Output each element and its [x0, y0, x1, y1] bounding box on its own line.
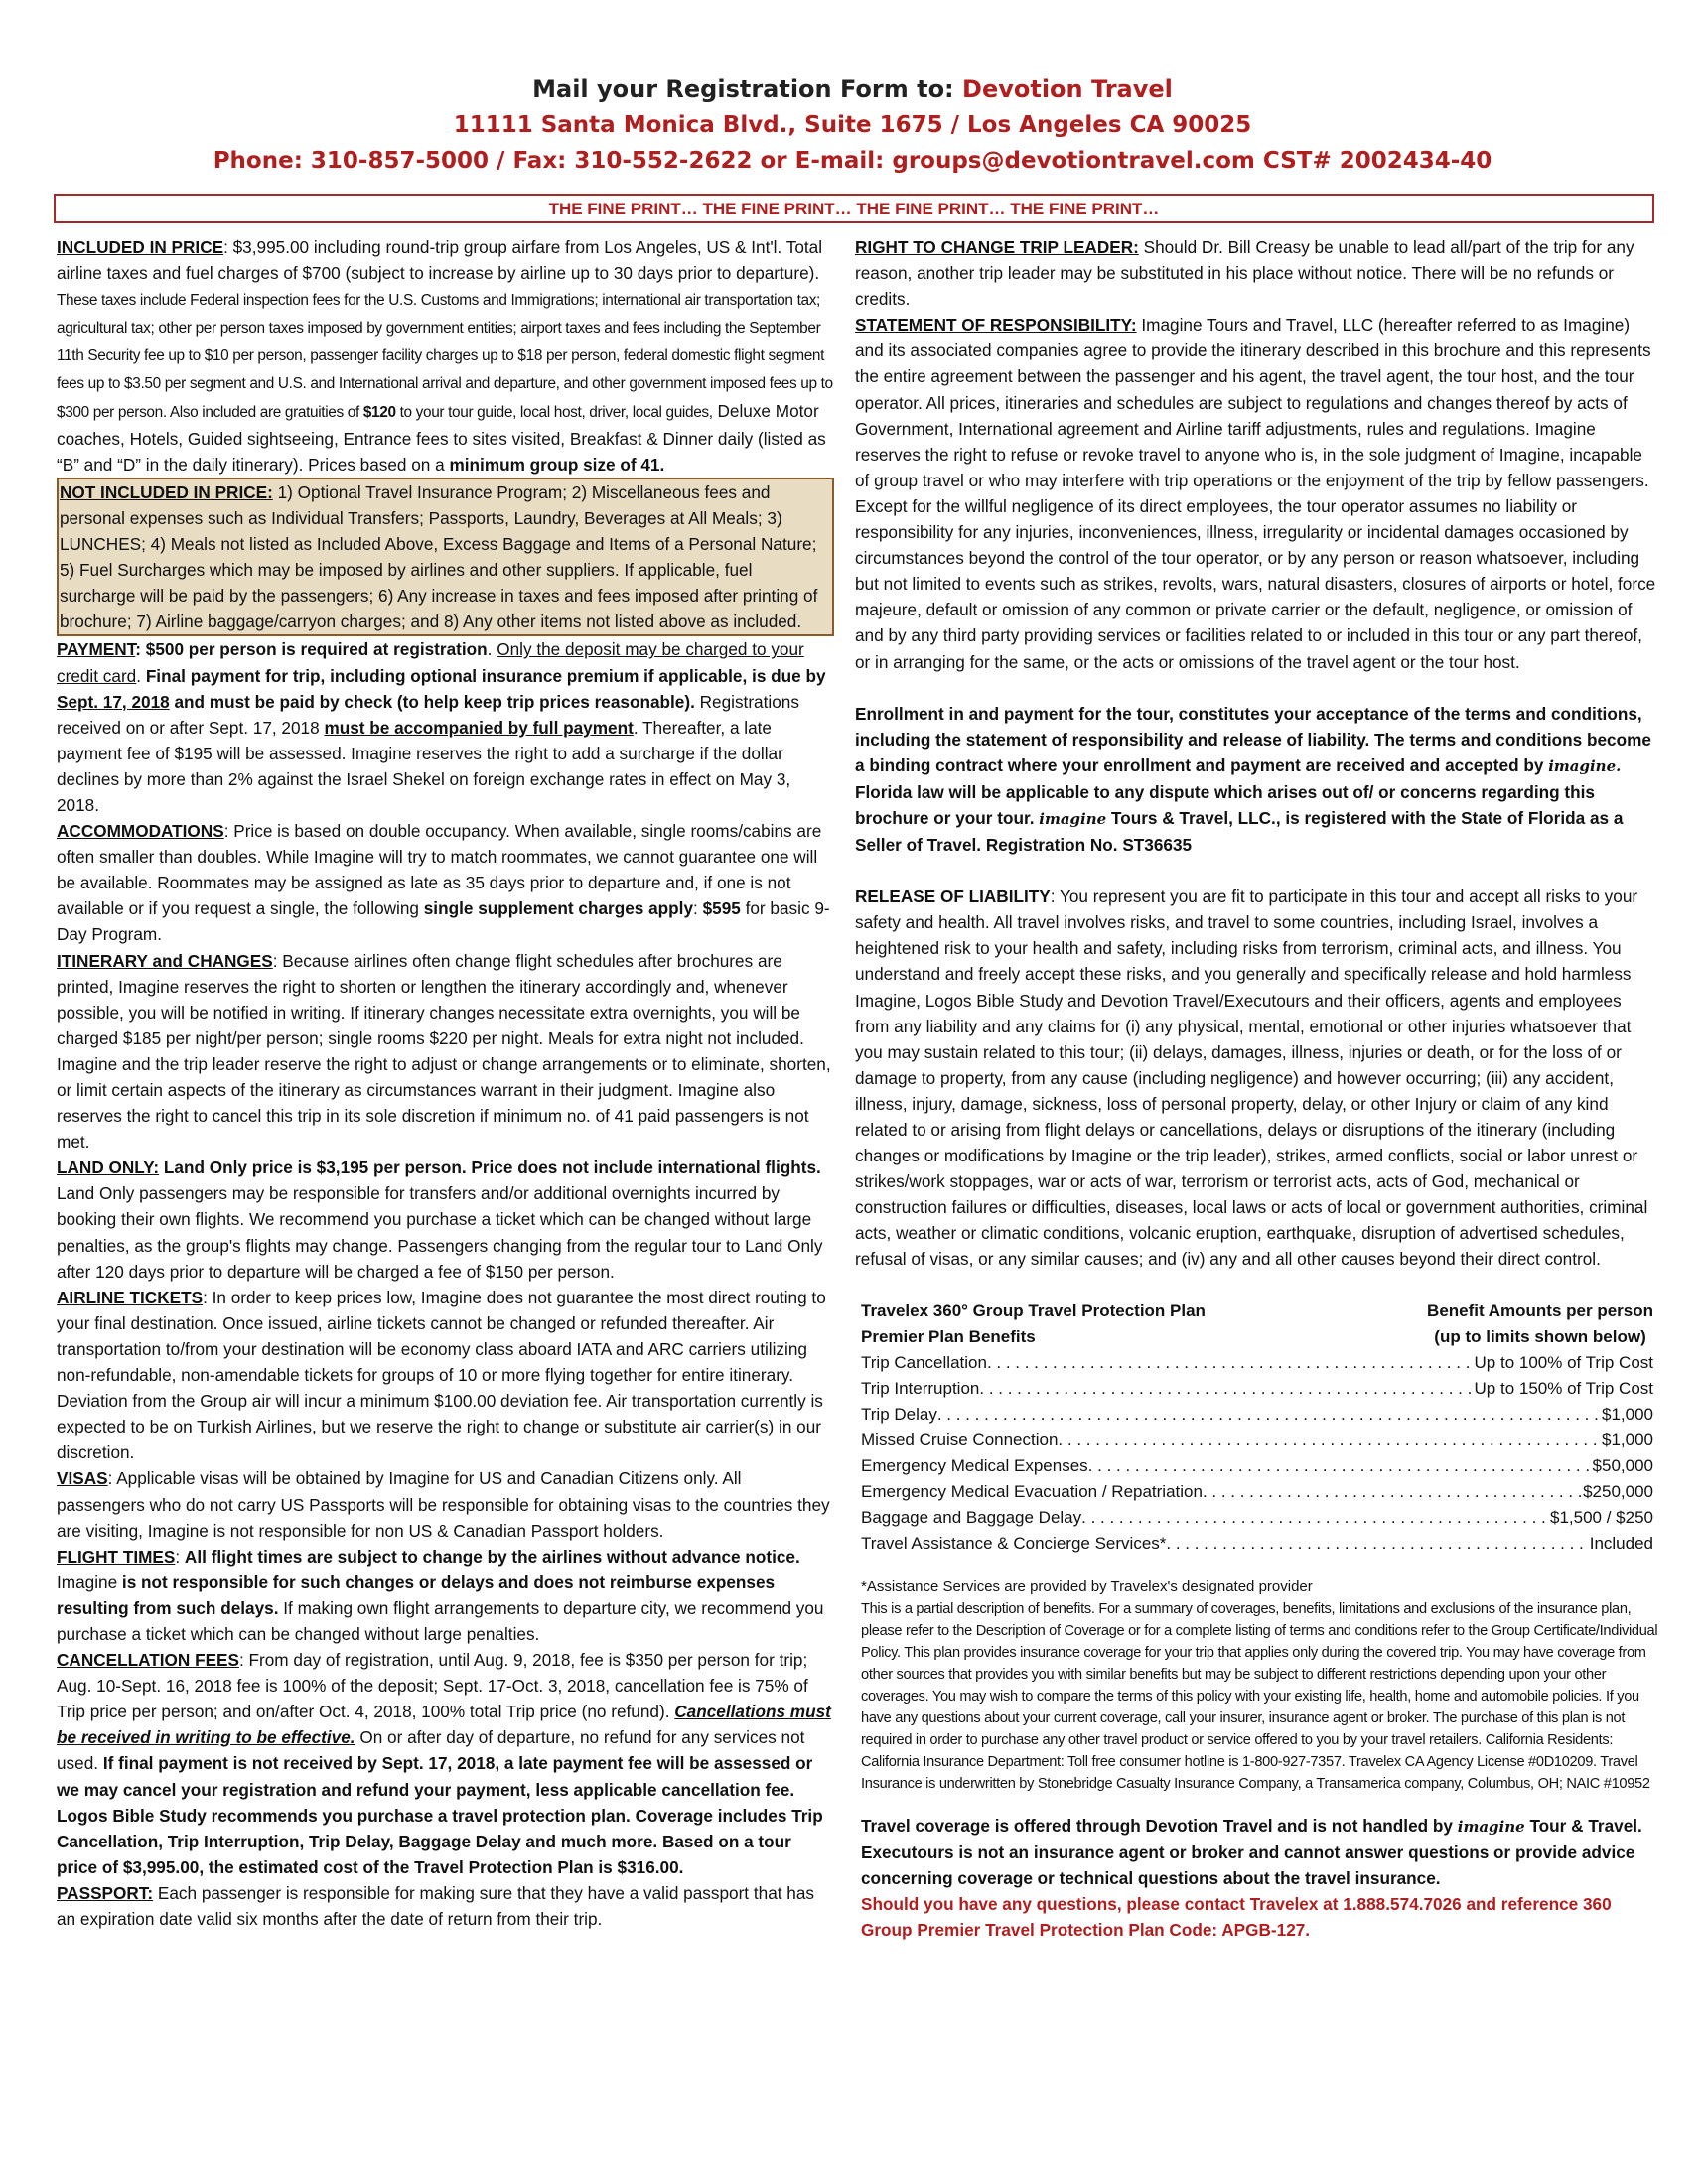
airline-tickets-section: AIRLINE TICKETS: In order to keep prices low, Imagine does not guarantee the most direct routing to your final destination. Once issued, airline tickets cannot be changed or refunded thereafter. Air transportation to/from your destination will be economy class aboard IATA and ARC carriers utilizing non-refundable, non-amendable tickets for groups of 10 or more flying together for entire itinerary. Deviation from the Group air will incur a minimum $100.00 deviation fee. Air transportation currently is expected to be on Turkish Airlines, but we reserve the right to change or substitute air carrier(s) in our discretion.: [57, 1287, 826, 1463]
accommodations-section: ACCOMMODATIONS: Price is based on double occupancy. When available, single rooms/cabins are often smaller than doubles. While Imagine will try to match roommates, we cannot guarantee one will be available. Roommates may be assigned as late as 35 days prior to departure and, if one is not available or if you request a single, the following single supplement charges apply: $595 for basic 9-Day Program.: [57, 821, 830, 945]
imagine-logo-text: imagine: [1039, 809, 1107, 828]
insurance-disclaimer: This is a partial description of benefits. For a summary of coverages, benefits, limitations and exclusions of the insurance plan, please refer to the Description of Coverage or for a complete listing of terms and conditions refer to the Group Certificate/Individual Policy. This plan provides insurance coverage for your trip that applies only during the covered trip. You may have coverage from other sources that provides you with similar benefits but may be subject to different restrictions depending upon your other coverages. You may wish to compare the terms of this policy with your existing life, health, home and automobile policies. If you have any questions about your current coverage, call your insurer, insurance agent or broker. The purchase of this plan is not required in order to purchase any other travel product or service offered to you by your travel retailers. California Residents: California Insurance Department: Toll free consumer hotline is 1-800-927-7357. Travelex CA Agency License #0D10209. Travel Insurance is underwritten by Stonebridge Casualty Insurance Company, a Transamerica company, Columbus, OH; NAIC #10952: [861, 1600, 1658, 1792]
cancellation-heading: CANCELLATION FEES: [57, 1650, 239, 1671]
flight-times-section: FLIGHT TIMES: All flight times are subject to change by the airlines without advance notice. Imagine is not responsible for such changes or delays and does not reimburse expenses resulting from such delays. If making own flight arrangements to departure city, we recommend you purchase a ticket which can be changed without large penalties.: [57, 1546, 824, 1644]
included-section: INCLUDED IN PRICE: $3,995.00 including round-trip group airfare from Los Angeles, US & Int'l. Total airline taxes and fuel charges of $700 (subject to increase by airline up to 30 days prior to departure). These taxes include Federal inspection fees for the U.S. Customs and Immigrations; international air transportation tax; agricultural tax; other per person taxes imposed by government entities; airport taxes and fees including the September 11th Security fee up to $10 per person, passenger facility charges up to $18 per person, federal domestic flight segment fees up to $3.50 per segment and U.S. and International arrival and departure, and other government imposed fees up to $300 per person. Also included are gratuities of $120 to your tour guide, local host, driver, local guides, Deluxe Motor coaches, Hotels, Guided sightseeing, Entrance fees to sites visited, Breakfast & Dinner daily (listed as “B” and “D” in the daily itinerary). Prices based on a minimum group size of 41.: [57, 237, 833, 475]
passport-section: PASSPORT: Each passenger is responsible for making sure that they have a valid passport that has an expiration date valid six months after the date of return from their trip.: [57, 1882, 815, 1929]
not-included-section: NOT INCLUDED IN PRICE: 1) Optional Travel Insurance Program; 2) Miscellaneous fees and personal expenses such as Individual Transfers; Passports, Laundry, Beverages at All Meals; 3) LUNCHES; 4) Meals not listed as Included Above, Excess Baggage and Items of a Personal Nature; 5) Fuel Surcharges which may be imposed by airlines and other suppliers. If applicable, fuel surcharge will be paid by the passengers; 6) Any increase in taxes and fees imposed after printing of brochure; 7) Airline baggage/carryon charges; and 8) Any other items not listed above as included.: [57, 478, 834, 637]
trip-leader-section: RIGHT TO CHANGE TRIP LEADER: Should Dr. Bill Creasy be unable to lead all/part of the trip for any reason, another trip leader may be substituted in his place without notice. There will be no refunds or credits.: [855, 237, 1634, 310]
benefit-col-subhead: (up to limits shown below): [1434, 1326, 1646, 1346]
itinerary-section: ITINERARY and CHANGES: Because airlines often change flight schedules after brochures are printed, Imagine reserves the right to shorten or lengthen the itinerary accordingly and, whenever possible, you will be notified in writing. If itinerary changes necessitate extra overnights, you will be charged $185 per night/per person; single rooms $220 per night. Meals for extra night not included. Imagine and the trip leader reserve the right to adjust or change arrangements or to eliminate, shorten, or limit certain aspects of the itinerary as circumstances warrant in their judgment. Imagine also reserves the right to cancel this trip in its sole discretion if minimum no. of 41 paid passengers is not met.: [57, 950, 831, 1153]
mail-to-label: Mail your Registration Form to:: [532, 75, 963, 103]
imagine-logo-text: imagine: [1457, 1817, 1525, 1836]
benefit-row: Trip Cancellation . . . Up to 100% of Trip Cost: [861, 1350, 1653, 1376]
benefit-row: Emergency Medical Evacuation / Repatriation . . . $250,000: [861, 1479, 1653, 1505]
protection-plan-table: [855, 1298, 1659, 1557]
flight-times-heading: FLIGHT TIMES: [57, 1546, 176, 1567]
left-column: [57, 234, 834, 1932]
release-heading: RELEASE OF LIABILITY: [855, 887, 1051, 907]
visas-heading: VISAS: [57, 1468, 108, 1489]
release-section: RELEASE OF LIABILITY: You represent you are fit to participate in this tour and accept all risks to your safety and health. All travel involves risks, and travel to some countries, including Israel, involves a heightened risk to your health and safety, including risks from terrorism, criminal acts, and illness. You understand and freely accept these risks, and you generally and specifically release and hold harmless Imagine, Logos Bible Study and Devotion Travel/Executours and their officers, agents and employees from any liability and any claims for (i) any physical, mental, emotional or other injuries whatsoever that you may sustain related to this tour; (ii) delays, damages, illness, injuries or death, or for the loss of or damage to property, from any cause (including negligence) and however occurring; (iii) any accident, illness, injury, damage, sickness, loss of personal property, delay, or other Injury or claim of any kind related to or arising from flight delays or cancellations, delays or disruptions of the itinerary (including changes or modifications by Imagine or the trip leader), strikes, armed conflicts, social or labor unrest or strikes/work stoppages, war or acts of war, terrorism or terrorist acts, acts of God, mechanical or construction failures or difficulties, diseases, local laws or acts of local or government authorities, criminal acts, weather or climatic conditions, volcanic eruption, earthquake, disruption of advertised schedules, refusal of visas, or any similar causes; and (iv) any and all other causes beyond their direct control.: [855, 887, 1648, 1270]
fine-print-banner: THE FINE PRINT… THE FINE PRINT… THE FINE PRINT… THE FINE PRINT…: [54, 194, 1654, 223]
not-included-heading: NOT INCLUDED IN PRICE:: [60, 481, 273, 502]
land-only-heading: LAND ONLY:: [57, 1158, 160, 1178]
trip-leader-heading: RIGHT TO CHANGE TRIP LEADER:: [855, 237, 1139, 257]
address-line: 11111 Santa Monica Blvd., Suite 1675 / Los Angeles CA 90025: [453, 112, 1252, 138]
accommodations-heading: ACCOMMODATIONS: [57, 821, 224, 842]
protection-plan-header: [861, 1298, 1653, 1350]
contact-line: Phone: 310-857-5000 / Fax: 310-552-2622 or E-mail: groups@devotiontravel.com CST# 2002434-40: [213, 148, 1492, 174]
travelex-contact: Should you have any questions, please contact Travelex at 1.888.574.7026 and reference 360 Group Premier Travel Protection Plan Code: APGB-127.: [861, 1893, 1612, 1940]
imagine-logo-text: imagine.: [1548, 756, 1622, 775]
protection-plan-subtitle: Premier Plan Benefits: [861, 1326, 1036, 1346]
enrollment-section: Enrollment in and payment for the tour, constitutes your acceptance of the terms and conditions, including the statement of responsibility and release of liability. The terms and conditions become a binding contract where your enrollment and payment are received and accepted by imagine. Florida law will be applicable to any dispute which arises out of/ or concerns regarding this brochure or your tour. imagine Tours & Travel, LLC., is registered with the State of Florida as a Seller of Travel. Registration No. ST36635: [855, 703, 1651, 856]
right-column: [855, 234, 1659, 1943]
benefit-row: Travel Assistance & Concierge Services* . . . Included: [861, 1531, 1653, 1557]
mail-to-line: [0, 71, 1705, 107]
itinerary-heading: ITINERARY and CHANGES: [57, 950, 273, 971]
benefit-row: Trip Delay . . . $1,000: [861, 1402, 1653, 1428]
benefit-row: Missed Cruise Connection . . . $1,000: [861, 1428, 1653, 1453]
coverage-notice: Travel coverage is offered through Devotion Travel and is not handled by imagine Tour & Travel. Executours is not an insurance agent or broker and cannot answer questions or provide advice concerning coverage or technical questions about the travel insurance.: [861, 1815, 1642, 1888]
protection-plan-title: Travelex 360° Group Travel Protection Plan: [861, 1300, 1206, 1320]
benefit-row: Emergency Medical Expenses . . . $50,000: [861, 1453, 1653, 1479]
cancellation-section: CANCELLATION FEES: From day of registration, until Aug. 9, 2018, fee is $350 per person for trip; Aug. 10-Sept. 16, 2018 fee is 100% of the deposit; Sept. 17-Oct. 3, 2018, cancellation fee is 75% of Trip price per person; and on/after Oct. 4, 2018, 100% total Trip price (no refund). Cancellations must be received in writing to be effective. On or after day of departure, no refund for any services not used. If final payment is not received by Sept. 17, 2018, a late payment fee will be assessed or we may cancel your registration and refund your payment, less applicable cancellation fee. Logos Bible Study recommends you purchase a travel protection plan. Coverage includes Trip Cancellation, Trip Interruption, Trip Delay, Baggage Delay and much more. Based on a tour price of $3,995.00, the estimated cost of the Travel Protection Plan is $316.00.: [57, 1650, 831, 1877]
benefit-row: Baggage and Baggage Delay . . . $1,500 / $250: [861, 1505, 1653, 1531]
benefit-col-head: Benefit Amounts per person: [1427, 1300, 1653, 1320]
responsibility-section: STATEMENT OF RESPONSIBILITY: Imagine Tours and Travel, LLC (hereafter referred to as Imagine) and its associated companies agree to provide the itinerary described in this brochure and this represents the entire agreement between the passenger and his agent, the travel agent, the tour host, and the tour operator. All prices, itineraries and schedules are subject to regulations and changes thereof by acts of Government, International agreement and Airline tariff adjustments, rules and regulations. Imagine reserves the right to refuse or revoke travel to anyone who is, in the sole judgment of Imagine, incapable of group travel or who may interfere with trip operations or the enjoyment of the trip by fellow passengers. Except for the willful negligence of its direct employees, the tour operator assumes no liability or responsibility for any injuries, inconveniences, illness, irregularity or incidental damages occasioned by circumstances beyond the control of the tour operator, or by any person or reason whatsoever, including but not limited to events such as strikes, revolts, wars, natural disasters, closures of airports or hotel, force majeure, default or omission of any common or private carrier or the default, negligence, or omission of and by any third party providing services or facilities related to or included in this tour or any part thereof, or in arranging for the same, or the acts or omissions of the travel agent or the tour host.: [855, 315, 1656, 672]
mailing-header: [0, 71, 1705, 179]
benefit-row: Trip Interruption . . . Up to 150% of Trip Cost: [861, 1376, 1653, 1402]
visas-section: VISAS: Applicable visas will be obtained by Imagine for US and Canadian Citizens only. All passengers who do not carry US Passports will be responsible for obtaining visas to the countries they are visiting, Imagine is not responsible for non US & Canadian Passport holders.: [57, 1468, 830, 1541]
assistance-footnote: *Assistance Services are provided by Travelex's designated provider: [861, 1577, 1313, 1595]
included-heading: INCLUDED IN PRICE: [57, 237, 224, 257]
land-only-section: LAND ONLY: Land Only price is $3,195 per person. Price does not include international flights. Land Only passengers may be responsible for transfers and/or additional overnights incurred by booking their own flights. We recommend you purchase a ticket which can be changed without large penalties, as the group's flights may change. Passengers changing from the regular tour to Land Only after 120 days prior to departure will be charged a fee of $150 per person.: [57, 1158, 823, 1282]
passport-heading: PASSPORT:: [57, 1882, 154, 1903]
payment-heading: PAYMENT: [57, 639, 136, 660]
airline-tickets-heading: AIRLINE TICKETS: [57, 1287, 204, 1307]
payment-section: PAYMENT: $500 per person is required at registration. Only the deposit may be charged to your credit card. Final payment for trip, including optional insurance premium if applicable, is due by Sept. 17, 2018 and must be paid by check (to help keep trip prices reasonable). Registrations received on or after Sept. 17, 2018 must be accompanied by full payment. Thereafter, a late payment fee of $195 will be assessed. Imagine reserves the right to add a surcharge if the dollar declines by more than 2% against the Israel Shekel on foreign exchange rates in effect on May 3, 2018.: [57, 639, 826, 815]
company-name: Devotion Travel: [962, 75, 1173, 103]
responsibility-heading: STATEMENT OF RESPONSIBILITY:: [855, 315, 1137, 336]
